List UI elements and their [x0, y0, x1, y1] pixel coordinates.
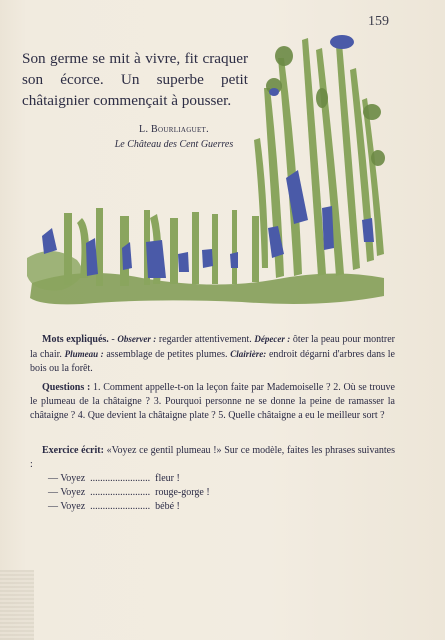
page-number: 159	[368, 14, 389, 29]
exercise-line: — Voyez ........................ fleur !	[48, 473, 180, 484]
term-plumeau: Plumeau :	[64, 349, 104, 359]
exercise-lines	[48, 472, 210, 514]
questions-text: 1. Comment appelle-t-on la leçon faite par Mademoiselle ? 2. Où se trouve le plumeau de la châtaigne ? 3. Pourquoi personne ne se donne la peine de ramasser la châtaigne ? 4. Que devient la châtaigne plate ? 5. Quelle châtaigne a eu le meilleur sort ?	[30, 382, 396, 421]
exercise-heading: Exercice écrit:	[42, 445, 104, 456]
questions-section	[30, 381, 395, 423]
vocabulary-section: Mots expliqués. - Observer : regarder attentivement. Dépecer : ôter la peau pour montrer la chair. Plumeau : assemblage de petites plumes. Clairière: endroit dégarni d'arbres dans le bois ou la forêt.	[30, 334, 395, 374]
attribution	[104, 122, 244, 152]
exercise-section	[30, 444, 395, 472]
definition-plumeau: assemblage de petites plumes.	[103, 349, 231, 360]
exercise-line: — Voyez ........................ bébé !	[48, 501, 180, 512]
questions-heading: Questions :	[42, 382, 91, 393]
term-clairiere: Clairière:	[230, 349, 267, 359]
definition-observer: regarder attentivement.	[156, 334, 255, 345]
exercise-text: «Voyez ce gentil plumeau !» Sur ce modèle, faites les phrases suivantes :	[30, 445, 395, 470]
intro-paragraph: Son germe se mit à vivre, fit craquer son écorce. Un superbe petit châtaignier commençait à pousser.	[22, 50, 248, 109]
definition-clairiere: endroit dégarni d'arbres dans le bois ou la forêt.	[30, 349, 395, 374]
definition-depecer: ôter la peau pour montrer la chair.	[30, 334, 395, 360]
page-edge	[0, 570, 34, 640]
vocabulary-heading: Mots expliqués.	[42, 334, 109, 345]
term-depecer: Dépecer :	[254, 334, 291, 344]
exercise-line: — Voyez ........................ rouge-gorge !	[48, 487, 210, 498]
author-name: L. Bourliaguet.	[139, 124, 209, 135]
term-observer: Observer :	[117, 334, 157, 344]
work-title: Le Château des Cent Guerres	[114, 139, 234, 150]
